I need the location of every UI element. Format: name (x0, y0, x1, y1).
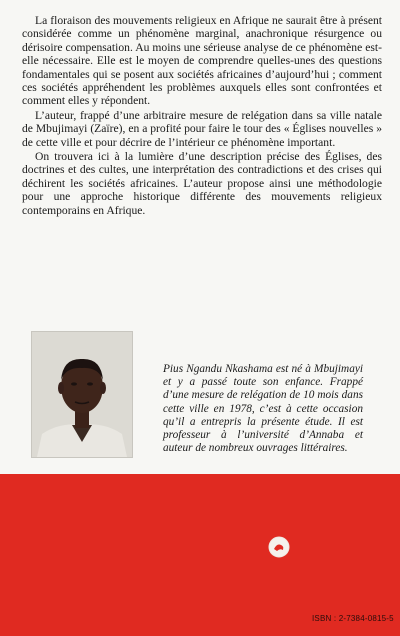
publisher-logo-icon (268, 536, 290, 558)
author-bio (163, 363, 363, 455)
blurb-text (22, 14, 382, 218)
author-bio-text: Pius Ngandu Nkashama est né à Mbujimayi et y a passé toute son enfance. Frappé d’une mesure de relégation de 10 mois dans cette ville en 1978, c’est à cette occasion qu’il a entrepris la présente étude. Il est professeur à l’université d’Annaba et auteur de nombreux ouvrages littéraires. (163, 363, 363, 455)
red-band (0, 474, 400, 636)
author-photo (31, 331, 133, 458)
blurb-paragraph-2: L’auteur, frappé d’une arbitraire mesure de relégation dans sa ville natale de Mbujimayi (Zaïre), en a profité pour faire le tour des « Églises nouvelles » de cette ville et pour décrire de l’intérieur ce phénomène important. (22, 108, 382, 149)
blurb-paragraph-3: On trouvera ici à la lumière d’une description précise des Églises, des doctrines et des cultes, une interprétation des contradictions et des crises qui déchirent les sociétés africaines. L’auteur propose ainsi une méthodologie pour une approche historique différente des mouvements religieux contemporains en Afrique. (22, 150, 382, 217)
isbn-label: ISBN : 2-7384-0815-5 (312, 614, 394, 623)
blurb-paragraph-1: La floraison des mouvements religieux en Afrique ne saurait être à présent considérée comme un phénomène marginal, anachronique résurgence ou dérisoire compensation. Au moins une sérieuse analyse de ce phénomène est-elle nécessaire. Elle est le moyen de comprendre quelles-unes des questions fondamentales qui se posent aux sociétés africaines d’aujourd’hui ; comment ces sociétés appréhendent les problèmes auxquels elles sont confrontées et comment elles y répondent. (22, 14, 382, 108)
